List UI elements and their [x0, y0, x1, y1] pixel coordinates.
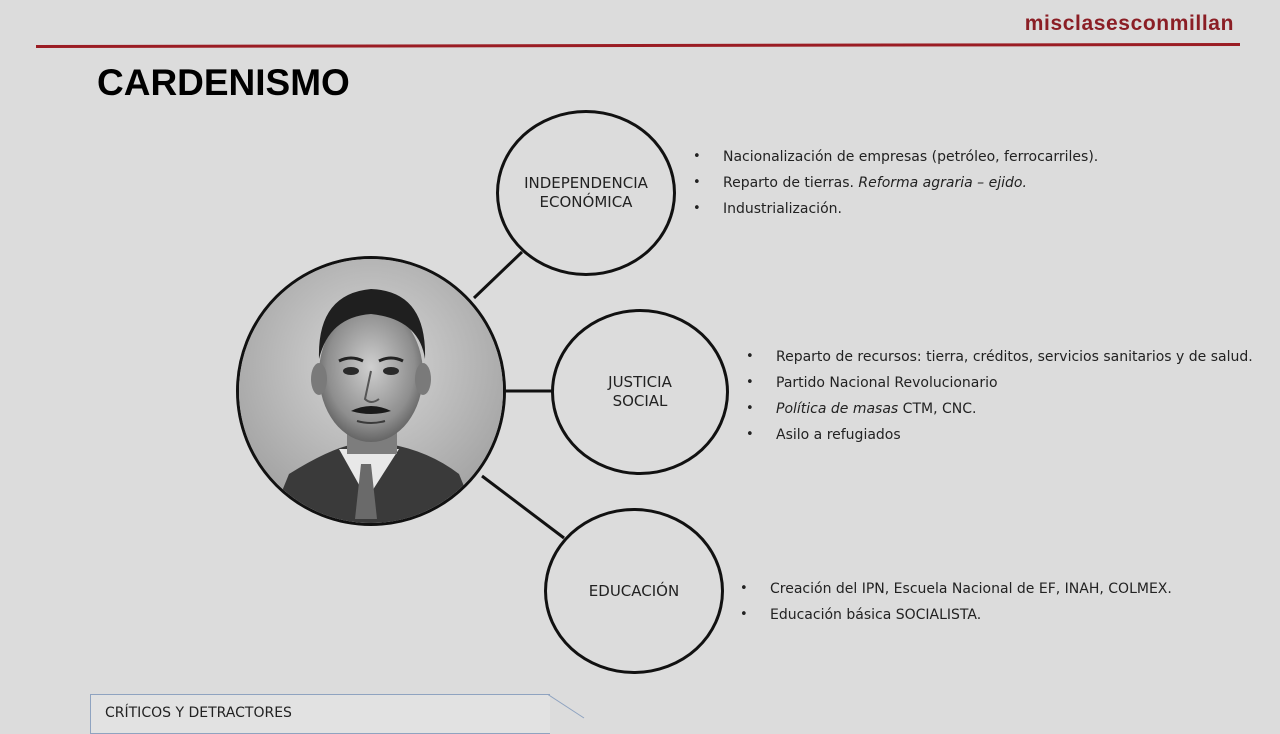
critics-tab-label: CRÍTICOS Y DETRACTORES [105, 705, 292, 721]
node-label: JUSTICIA [608, 373, 672, 391]
node-label: ECONÓMICA [539, 193, 633, 211]
brand-logo-text: misclasesconmillan [1024, 12, 1234, 35]
list-item: • Partido Nacional Revolucionario [746, 370, 1253, 396]
connector-economica [474, 252, 522, 298]
list-item: • Asilo a refugiados [746, 422, 1253, 448]
list-item: • Nacionalización de empresas (petróleo, ferrocarriles). [693, 144, 1098, 170]
node-label: INDEPENDENCIA [524, 174, 648, 192]
node-label: EDUCACIÓN [588, 581, 680, 600]
bullet-list-social [746, 344, 1253, 448]
list-item: • Política de masas CTM, CNC. [746, 396, 1253, 422]
critics-tab-corner [548, 694, 608, 734]
node-justicia-social [551, 309, 729, 475]
list-item: • Reparto de recursos: tierra, créditos, servicios sanitarios y de salud. [746, 344, 1253, 370]
list-item: • Creación del IPN, Escuela Nacional de EF, INAH, COLMEX. [740, 576, 1172, 602]
critics-tab[interactable] [90, 694, 550, 734]
list-item: • Reparto de tierras. Reforma agraria – ejido. [693, 170, 1098, 196]
portrait-image [236, 256, 506, 526]
node-independencia-economica [496, 110, 676, 276]
list-item: • Educación básica SOCIALISTA. [740, 602, 1172, 628]
node-educacion [544, 508, 724, 674]
node-label: SOCIAL [612, 392, 668, 410]
bullet-list-educacion [740, 576, 1172, 628]
list-item: • Industrialización. [693, 196, 1098, 222]
connector-educacion [482, 476, 564, 538]
page-title: CARDENISMO [97, 62, 350, 103]
bullet-list-economica [693, 144, 1098, 222]
